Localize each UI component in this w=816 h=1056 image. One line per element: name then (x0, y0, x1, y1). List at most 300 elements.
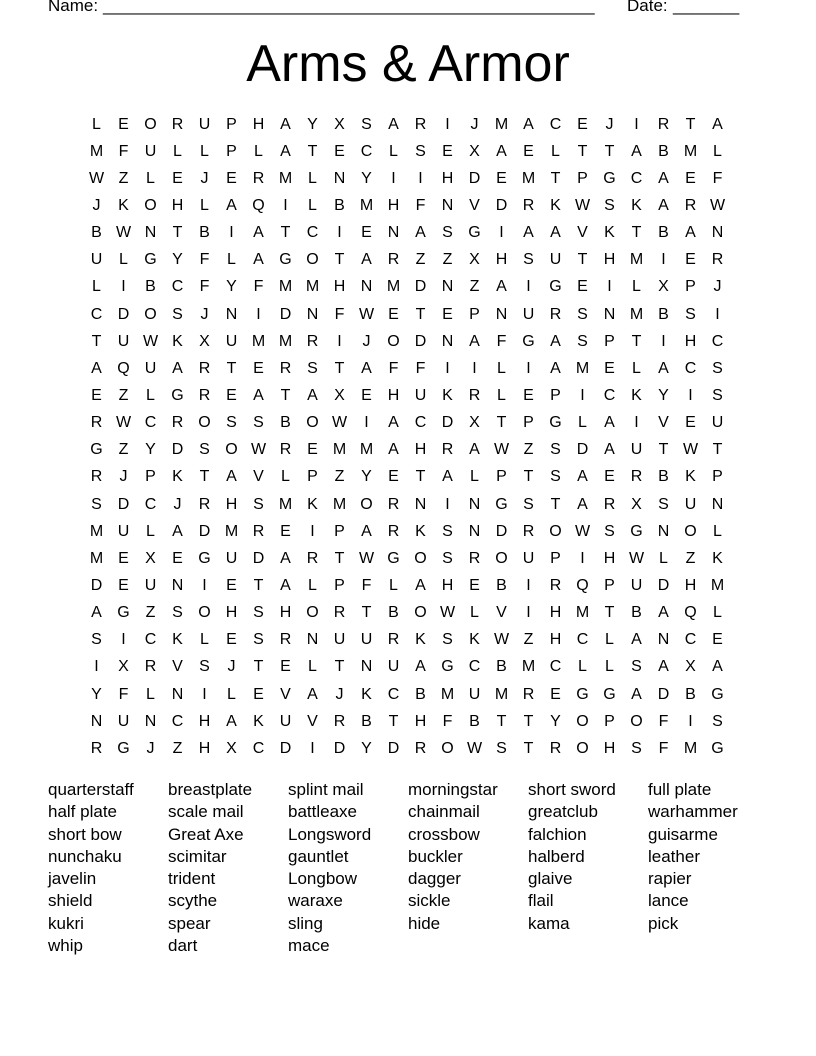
grid-letter[interactable]: I (445, 495, 450, 513)
grid-letter[interactable]: L (308, 658, 317, 676)
grid-letter[interactable]: M (359, 441, 374, 459)
grid-letter[interactable]: C (144, 631, 157, 649)
grid-letter[interactable]: D (657, 685, 670, 703)
grid-letter[interactable]: S (172, 305, 183, 323)
grid-letter[interactable]: A (550, 359, 561, 377)
grid-letter[interactable]: A (280, 549, 291, 567)
grid-letter[interactable]: L (497, 359, 506, 377)
grid-letter[interactable]: P (712, 468, 723, 486)
grid-letter[interactable]: G (468, 224, 481, 242)
grid-letter[interactable]: L (389, 576, 398, 594)
grid-letter[interactable]: P (496, 468, 507, 486)
grid-letter[interactable]: L (308, 576, 317, 594)
grid-letter[interactable]: S (361, 115, 372, 133)
grid-letter[interactable]: T (199, 468, 210, 486)
grid-letter[interactable]: A (253, 251, 264, 269)
grid-letter[interactable]: E (226, 631, 237, 649)
grid-letter[interactable]: L (308, 169, 317, 187)
grid-letter[interactable]: P (145, 468, 156, 486)
grid-letter[interactable]: I (661, 251, 666, 269)
grid-letter[interactable]: G (549, 278, 562, 296)
grid-letter[interactable]: D (495, 522, 508, 540)
grid-letter[interactable]: A (253, 386, 264, 404)
grid-letter[interactable]: C (549, 115, 562, 133)
grid-letter[interactable]: A (523, 115, 534, 133)
grid-letter[interactable]: H (198, 739, 211, 757)
grid-letter[interactable]: N (657, 522, 670, 540)
grid-letter[interactable]: A (685, 224, 696, 242)
grid-letter[interactable]: R (387, 251, 400, 269)
grid-letter[interactable]: M (224, 522, 239, 540)
grid-letter[interactable]: T (361, 604, 372, 622)
grid-letter[interactable]: G (198, 549, 211, 567)
grid-letter[interactable]: H (603, 549, 616, 567)
grid-letter[interactable]: J (119, 468, 128, 486)
grid-letter[interactable]: U (549, 251, 562, 269)
grid-letter[interactable]: R (387, 495, 400, 513)
grid-letter[interactable]: Y (226, 278, 237, 296)
grid-letter[interactable]: E (226, 386, 237, 404)
grid-letter[interactable]: G (171, 386, 184, 404)
grid-letter[interactable]: V (307, 712, 318, 730)
grid-letter[interactable]: M (629, 305, 644, 323)
grid-letter[interactable]: Q (684, 604, 697, 622)
grid-letter[interactable]: L (551, 142, 560, 160)
grid-letter[interactable]: C (90, 305, 103, 323)
grid-letter[interactable]: R (279, 441, 292, 459)
grid-letter[interactable]: R (171, 414, 184, 432)
grid-letter[interactable]: R (333, 604, 346, 622)
grid-letter[interactable]: C (144, 495, 157, 513)
grid-letter[interactable]: K (415, 631, 426, 649)
grid-letter[interactable]: A (442, 468, 453, 486)
grid-letter[interactable]: Y (145, 441, 156, 459)
grid-letter[interactable]: R (198, 495, 211, 513)
grid-letter[interactable]: J (173, 495, 182, 513)
grid-letter[interactable]: T (577, 142, 588, 160)
grid-letter[interactable]: E (685, 251, 696, 269)
grid-letter[interactable]: L (308, 196, 317, 214)
grid-letter[interactable]: D (117, 305, 130, 323)
grid-letter[interactable]: I (634, 115, 639, 133)
grid-letter[interactable]: N (360, 658, 373, 676)
grid-letter[interactable]: R (198, 359, 211, 377)
grid-letter[interactable]: X (334, 386, 345, 404)
grid-letter[interactable]: T (631, 332, 642, 350)
grid-letter[interactable]: X (658, 278, 669, 296)
grid-letter[interactable]: R (252, 522, 265, 540)
grid-letter[interactable]: G (711, 739, 724, 757)
grid-letter[interactable]: R (468, 386, 481, 404)
grid-letter[interactable]: N (144, 224, 157, 242)
grid-letter[interactable]: N (657, 631, 670, 649)
grid-letter[interactable]: L (578, 414, 587, 432)
grid-letter[interactable]: R (657, 115, 670, 133)
grid-letter[interactable]: F (415, 196, 426, 214)
grid-letter[interactable]: W (331, 414, 348, 432)
grid-letter[interactable]: V (280, 685, 291, 703)
grid-letter[interactable]: M (575, 604, 590, 622)
grid-letter[interactable]: S (712, 712, 723, 730)
grid-letter[interactable]: E (388, 468, 399, 486)
grid-letter[interactable]: A (496, 142, 507, 160)
grid-letter[interactable]: R (522, 685, 535, 703)
grid-letter[interactable]: H (414, 712, 427, 730)
grid-letter[interactable]: F (658, 712, 669, 730)
grid-letter[interactable]: T (334, 359, 345, 377)
grid-letter[interactable]: U (117, 332, 130, 350)
grid-letter[interactable]: Z (118, 441, 129, 459)
grid-letter[interactable]: S (712, 359, 723, 377)
grid-letter[interactable]: K (631, 386, 642, 404)
grid-letter[interactable]: L (254, 142, 263, 160)
grid-letter[interactable]: A (631, 685, 642, 703)
grid-letter[interactable]: H (603, 739, 616, 757)
grid-letter[interactable]: H (225, 495, 238, 513)
grid-letter[interactable]: S (631, 739, 642, 757)
grid-letter[interactable]: S (658, 495, 669, 513)
grid-letter[interactable]: H (252, 115, 265, 133)
grid-letter[interactable]: D (414, 332, 427, 350)
grid-letter[interactable]: H (225, 604, 238, 622)
grid-letter[interactable]: L (227, 685, 236, 703)
grid-letter[interactable]: B (415, 685, 426, 703)
grid-letter[interactable]: C (711, 332, 724, 350)
grid-letter[interactable]: T (226, 359, 237, 377)
grid-letter[interactable]: A (415, 224, 426, 242)
grid-letter[interactable]: K (118, 196, 129, 214)
grid-letter[interactable]: O (441, 739, 454, 757)
grid-letter[interactable]: Z (469, 278, 480, 296)
grid-letter[interactable]: L (605, 658, 614, 676)
grid-letter[interactable]: B (658, 468, 669, 486)
grid-letter[interactable]: I (526, 278, 531, 296)
grid-letter[interactable]: N (603, 305, 616, 323)
grid-letter[interactable]: Q (576, 576, 589, 594)
grid-letter[interactable]: G (576, 685, 589, 703)
grid-letter[interactable]: I (229, 224, 234, 242)
grid-letter[interactable]: A (631, 142, 642, 160)
grid-letter[interactable]: X (469, 142, 480, 160)
grid-letter[interactable]: M (278, 332, 293, 350)
grid-letter[interactable]: O (198, 604, 211, 622)
grid-letter[interactable]: A (91, 604, 102, 622)
grid-letter[interactable]: H (279, 604, 292, 622)
grid-letter[interactable]: U (279, 712, 292, 730)
grid-letter[interactable]: P (469, 305, 480, 323)
grid-letter[interactable]: R (468, 549, 481, 567)
grid-letter[interactable]: J (146, 739, 155, 757)
grid-letter[interactable]: D (441, 414, 454, 432)
grid-letter[interactable]: D (387, 739, 400, 757)
grid-letter[interactable]: O (144, 115, 157, 133)
grid-letter[interactable]: U (198, 115, 211, 133)
grid-letter[interactable]: W (709, 196, 726, 214)
grid-letter[interactable]: H (414, 441, 427, 459)
grid-letter[interactable]: I (337, 332, 342, 350)
grid-letter[interactable]: S (685, 305, 696, 323)
grid-letter[interactable]: M (332, 441, 347, 459)
grid-letter[interactable]: X (118, 658, 129, 676)
grid-letter[interactable]: E (577, 115, 588, 133)
grid-letter[interactable]: T (307, 142, 318, 160)
grid-letter[interactable]: D (279, 739, 292, 757)
grid-letter[interactable]: I (526, 604, 531, 622)
grid-letter[interactable]: I (472, 359, 477, 377)
grid-letter[interactable]: O (495, 549, 508, 567)
grid-letter[interactable]: H (198, 712, 211, 730)
grid-letter[interactable]: S (631, 658, 642, 676)
grid-letter[interactable]: D (171, 441, 184, 459)
grid-letter[interactable]: W (682, 441, 699, 459)
grid-letter[interactable]: S (550, 441, 561, 459)
grid-letter[interactable]: B (658, 224, 669, 242)
grid-letter[interactable]: S (253, 604, 264, 622)
grid-letter[interactable]: L (605, 631, 614, 649)
grid-letter[interactable]: U (117, 522, 130, 540)
grid-letter[interactable]: F (361, 576, 372, 594)
grid-letter[interactable]: L (146, 522, 155, 540)
grid-letter[interactable]: S (604, 196, 615, 214)
grid-letter[interactable]: L (632, 278, 641, 296)
grid-letter[interactable]: N (144, 712, 157, 730)
grid-letter[interactable]: M (494, 115, 509, 133)
grid-letter[interactable]: A (604, 441, 615, 459)
grid-letter[interactable]: Q (117, 359, 130, 377)
grid-letter[interactable]: T (91, 332, 102, 350)
grid-letter[interactable]: J (335, 685, 344, 703)
grid-letter[interactable]: E (496, 169, 507, 187)
grid-letter[interactable]: Y (172, 251, 183, 269)
grid-letter[interactable]: W (574, 522, 591, 540)
grid-letter[interactable]: T (415, 468, 426, 486)
grid-letter[interactable]: E (307, 441, 318, 459)
grid-letter[interactable]: S (307, 359, 318, 377)
grid-letter[interactable]: A (307, 386, 318, 404)
grid-letter[interactable]: Y (307, 115, 318, 133)
grid-letter[interactable]: J (200, 305, 209, 323)
grid-letter[interactable]: N (414, 495, 427, 513)
grid-letter[interactable]: X (145, 549, 156, 567)
grid-letter[interactable]: S (199, 658, 210, 676)
grid-letter[interactable]: C (360, 142, 373, 160)
grid-letter[interactable]: S (415, 142, 426, 160)
grid-letter[interactable]: H (549, 631, 562, 649)
grid-letter[interactable]: U (225, 549, 238, 567)
grid-letter[interactable]: S (496, 739, 507, 757)
grid-letter[interactable]: Z (172, 739, 183, 757)
grid-letter[interactable]: B (334, 196, 345, 214)
grid-letter[interactable]: A (280, 142, 291, 160)
grid-letter[interactable]: R (144, 658, 157, 676)
grid-letter[interactable]: Z (118, 386, 129, 404)
grid-letter[interactable]: I (310, 739, 315, 757)
grid-letter[interactable]: K (172, 468, 183, 486)
grid-letter[interactable]: O (549, 522, 562, 540)
grid-letter[interactable]: D (657, 576, 670, 594)
grid-letter[interactable]: K (712, 549, 723, 567)
grid-letter[interactable]: T (496, 712, 507, 730)
grid-letter[interactable]: K (253, 712, 264, 730)
grid-letter[interactable]: Y (658, 386, 669, 404)
grid-letter[interactable]: I (445, 359, 450, 377)
grid-letter[interactable]: I (445, 115, 450, 133)
grid-letter[interactable]: G (495, 495, 508, 513)
grid-letter[interactable]: I (688, 712, 693, 730)
grid-letter[interactable]: I (202, 685, 207, 703)
grid-letter[interactable]: M (683, 739, 698, 757)
grid-letter[interactable]: R (630, 468, 643, 486)
grid-letter[interactable]: T (712, 441, 723, 459)
grid-letter[interactable]: K (685, 468, 696, 486)
grid-letter[interactable]: L (119, 251, 128, 269)
grid-letter[interactable]: A (604, 414, 615, 432)
grid-letter[interactable]: N (171, 576, 184, 594)
grid-letter[interactable]: M (89, 142, 104, 160)
grid-letter[interactable]: U (468, 685, 481, 703)
grid-letter[interactable]: L (497, 386, 506, 404)
grid-letter[interactable]: J (227, 658, 236, 676)
grid-letter[interactable]: W (115, 224, 132, 242)
grid-letter[interactable]: E (253, 685, 264, 703)
grid-letter[interactable]: S (577, 332, 588, 350)
grid-letter[interactable]: Z (523, 631, 534, 649)
grid-letter[interactable]: R (549, 739, 562, 757)
grid-letter[interactable]: I (607, 278, 612, 296)
grid-letter[interactable]: M (305, 278, 320, 296)
grid-letter[interactable]: K (361, 685, 372, 703)
grid-letter[interactable]: E (280, 522, 291, 540)
grid-letter[interactable]: E (226, 576, 237, 594)
grid-letter[interactable]: J (713, 278, 722, 296)
grid-letter[interactable]: M (278, 495, 293, 513)
grid-letter[interactable]: M (332, 495, 347, 513)
grid-letter[interactable]: O (144, 196, 157, 214)
grid-letter[interactable]: I (526, 359, 531, 377)
grid-letter[interactable]: U (630, 576, 643, 594)
grid-letter[interactable]: W (574, 196, 591, 214)
grid-letter[interactable]: U (414, 386, 427, 404)
grid-letter[interactable]: A (415, 658, 426, 676)
grid-letter[interactable]: A (172, 522, 183, 540)
grid-letter[interactable]: A (550, 332, 561, 350)
grid-letter[interactable]: V (469, 196, 480, 214)
grid-letter[interactable]: N (360, 278, 373, 296)
grid-letter[interactable]: Z (523, 441, 534, 459)
grid-letter[interactable]: U (225, 332, 238, 350)
grid-letter[interactable]: X (469, 251, 480, 269)
grid-letter[interactable]: A (496, 278, 507, 296)
grid-letter[interactable]: E (604, 468, 615, 486)
grid-letter[interactable]: I (418, 169, 423, 187)
grid-letter[interactable]: Q (252, 196, 265, 214)
grid-letter[interactable]: L (92, 115, 101, 133)
grid-letter[interactable]: E (172, 549, 183, 567)
grid-letter[interactable]: Y (550, 712, 561, 730)
grid-letter[interactable]: G (603, 169, 616, 187)
grid-letter[interactable]: L (470, 468, 479, 486)
grid-letter[interactable]: W (628, 549, 645, 567)
grid-letter[interactable]: I (121, 278, 126, 296)
grid-letter[interactable]: E (118, 576, 129, 594)
grid-letter[interactable]: R (198, 386, 211, 404)
grid-letter[interactable]: A (469, 441, 480, 459)
grid-letter[interactable]: K (415, 522, 426, 540)
grid-letter[interactable]: D (252, 549, 265, 567)
grid-letter[interactable]: D (414, 278, 427, 296)
grid-letter[interactable]: R (252, 169, 265, 187)
grid-letter[interactable]: T (550, 495, 561, 513)
grid-letter[interactable]: O (414, 549, 427, 567)
grid-letter[interactable]: D (495, 196, 508, 214)
grid-letter[interactable]: R (171, 115, 184, 133)
grid-letter[interactable]: E (712, 631, 723, 649)
grid-letter[interactable]: O (306, 414, 319, 432)
grid-letter[interactable]: R (387, 522, 400, 540)
grid-letter[interactable]: R (711, 251, 724, 269)
grid-letter[interactable]: K (307, 495, 318, 513)
grid-letter[interactable]: H (387, 196, 400, 214)
grid-letter[interactable]: S (91, 631, 102, 649)
grid-letter[interactable]: N (441, 332, 454, 350)
grid-letter[interactable]: S (253, 631, 264, 649)
grid-letter[interactable]: N (711, 495, 724, 513)
grid-letter[interactable]: O (387, 332, 400, 350)
grid-letter[interactable]: G (117, 604, 130, 622)
grid-letter[interactable]: E (361, 224, 372, 242)
grid-letter[interactable]: L (146, 386, 155, 404)
grid-letter[interactable]: B (496, 576, 507, 594)
grid-letter[interactable]: E (118, 549, 129, 567)
grid-letter[interactable]: M (278, 169, 293, 187)
grid-letter[interactable]: G (117, 739, 130, 757)
grid-letter[interactable]: F (334, 305, 345, 323)
grid-letter[interactable]: F (199, 251, 210, 269)
grid-letter[interactable]: C (252, 739, 265, 757)
grid-letter[interactable]: D (117, 495, 130, 513)
grid-letter[interactable]: E (523, 386, 534, 404)
grid-letter[interactable]: C (387, 685, 400, 703)
grid-letter[interactable]: S (712, 386, 723, 404)
grid-letter[interactable]: H (684, 332, 697, 350)
grid-letter[interactable]: C (549, 658, 562, 676)
grid-letter[interactable]: W (439, 604, 456, 622)
grid-letter[interactable]: Z (442, 251, 453, 269)
grid-letter[interactable]: A (388, 441, 399, 459)
grid-letter[interactable]: O (144, 305, 157, 323)
grid-letter[interactable]: E (550, 685, 561, 703)
grid-letter[interactable]: N (306, 305, 319, 323)
grid-letter[interactable]: L (281, 468, 290, 486)
grid-letter[interactable]: U (522, 305, 535, 323)
grid-letter[interactable]: H (333, 278, 346, 296)
grid-letter[interactable]: E (118, 115, 129, 133)
grid-letter[interactable]: U (117, 712, 130, 730)
grid-letter[interactable]: D (333, 739, 346, 757)
grid-letter[interactable]: F (658, 739, 669, 757)
grid-letter[interactable]: A (226, 712, 237, 730)
grid-letter[interactable]: T (334, 549, 345, 567)
grid-letter[interactable]: U (333, 631, 346, 649)
grid-letter[interactable]: M (683, 142, 698, 160)
grid-letter[interactable]: R (333, 712, 346, 730)
grid-letter[interactable]: K (442, 386, 453, 404)
grid-letter[interactable]: W (358, 305, 375, 323)
grid-letter[interactable]: N (333, 169, 346, 187)
grid-letter[interactable]: A (361, 359, 372, 377)
grid-letter[interactable]: A (388, 414, 399, 432)
grid-letter[interactable]: E (469, 576, 480, 594)
